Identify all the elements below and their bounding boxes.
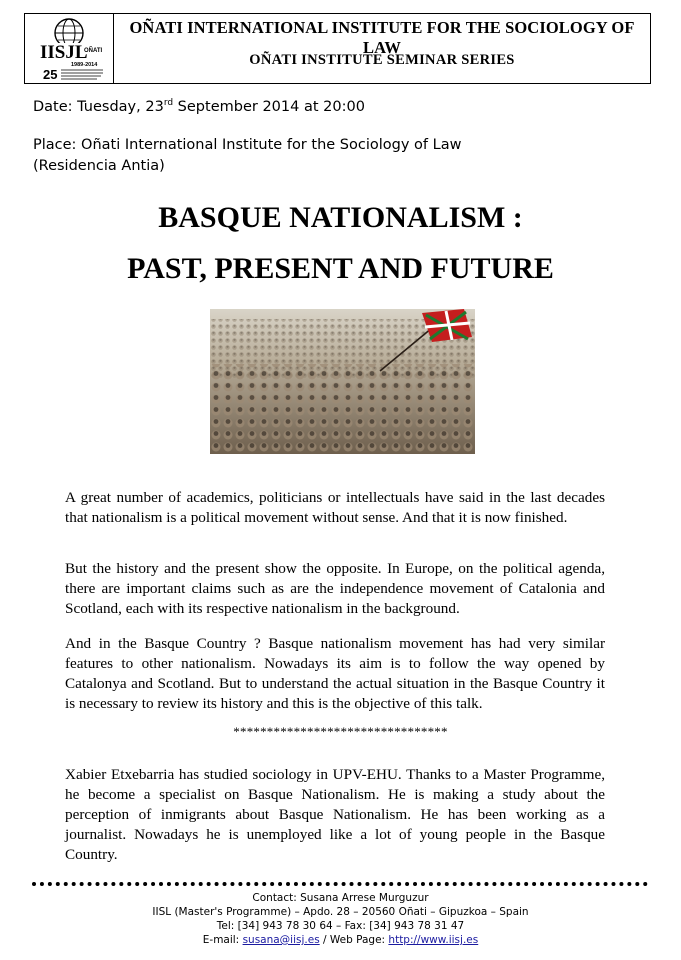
footer-contact: Contact: Susana Arrese Murguzur — [252, 892, 429, 904]
paragraph-intro: A great number of academics, politicians or intellectuals have said in the last decades that nationalism is a political movement without sense. And that it is now finished. — [65, 489, 605, 526]
institute-name: OÑATI INTERNATIONAL INSTITUTE FOR THE SOCIOLOGY OF LAW — [129, 18, 635, 57]
logo-town: OÑATI — [84, 48, 103, 54]
footer-divider — [32, 882, 648, 886]
separator: ******************************** — [233, 724, 448, 739]
paragraph-history: But the history and the present show the opposite. In Europe, on the political agenda, there are important claims such as are the independence movement of Catalonia and Scotland, each with its respective nationalism in the background. — [65, 560, 605, 617]
web-link[interactable]: http://www.iisj.es — [388, 934, 479, 946]
logo-years: 1989-2014 — [71, 62, 98, 68]
footer-links: E-mail: susana@iisj.es / Web Page: http://www.iisj.es — [202, 934, 479, 946]
email-link[interactable]: susana@iisj.es — [242, 934, 320, 946]
event-date: Date: Tuesday, 23rd September 2014 at 20:00 — [33, 98, 365, 115]
footer-address: IISL (Master's Programme) – Apdo. 28 – 20560 Oñati – Gipuzkoa – Spain — [152, 906, 529, 918]
header-box — [24, 13, 651, 84]
logo-letters: IISJL — [40, 42, 88, 63]
logo-anniversary: 25 — [43, 67, 58, 81]
paragraph-basque-country: And in the Basque Country ? Basque nationalism movement has had very similar features to other nationalism. Nowadays its aim is to follow the way opened by Catalonya and Scotland. But to understand the actual situation in the Basque Country it is necessary to review its history and this is the objective of this talk. — [65, 635, 605, 712]
iisj-logo-icon — [31, 17, 109, 81]
logo-cell — [25, 14, 114, 83]
paragraph-speaker-bio: Xabier Etxebarria has studied sociology in UPV-EHU. Thanks to a Master Programme, he become a specialist on Basque Nationalism. He is making a study about the perception of inmigrants about Basque Nationalism. He has been working as a journalist. Nowadays he is unemployed like a lot of young people in the Basque Country. — [65, 766, 605, 863]
event-place-detail: (Residencia Antia) — [33, 158, 165, 174]
talk-subtitle: PAST, PRESENT AND FUTURE — [127, 252, 554, 285]
crowd-with-basque-flag-photo — [210, 309, 475, 454]
seminar-series: OÑATI INSTITUTE SEMINAR SERIES — [249, 52, 515, 68]
header-text — [114, 14, 650, 83]
footer-phone: Tel: [34] 943 78 30 64 – Fax: [34] 943 78 31 47 — [216, 920, 465, 932]
event-place: Place: Oñati International Institute for the Sociology of Law — [33, 137, 462, 153]
talk-title: BASQUE NATIONALISM : — [158, 201, 523, 234]
